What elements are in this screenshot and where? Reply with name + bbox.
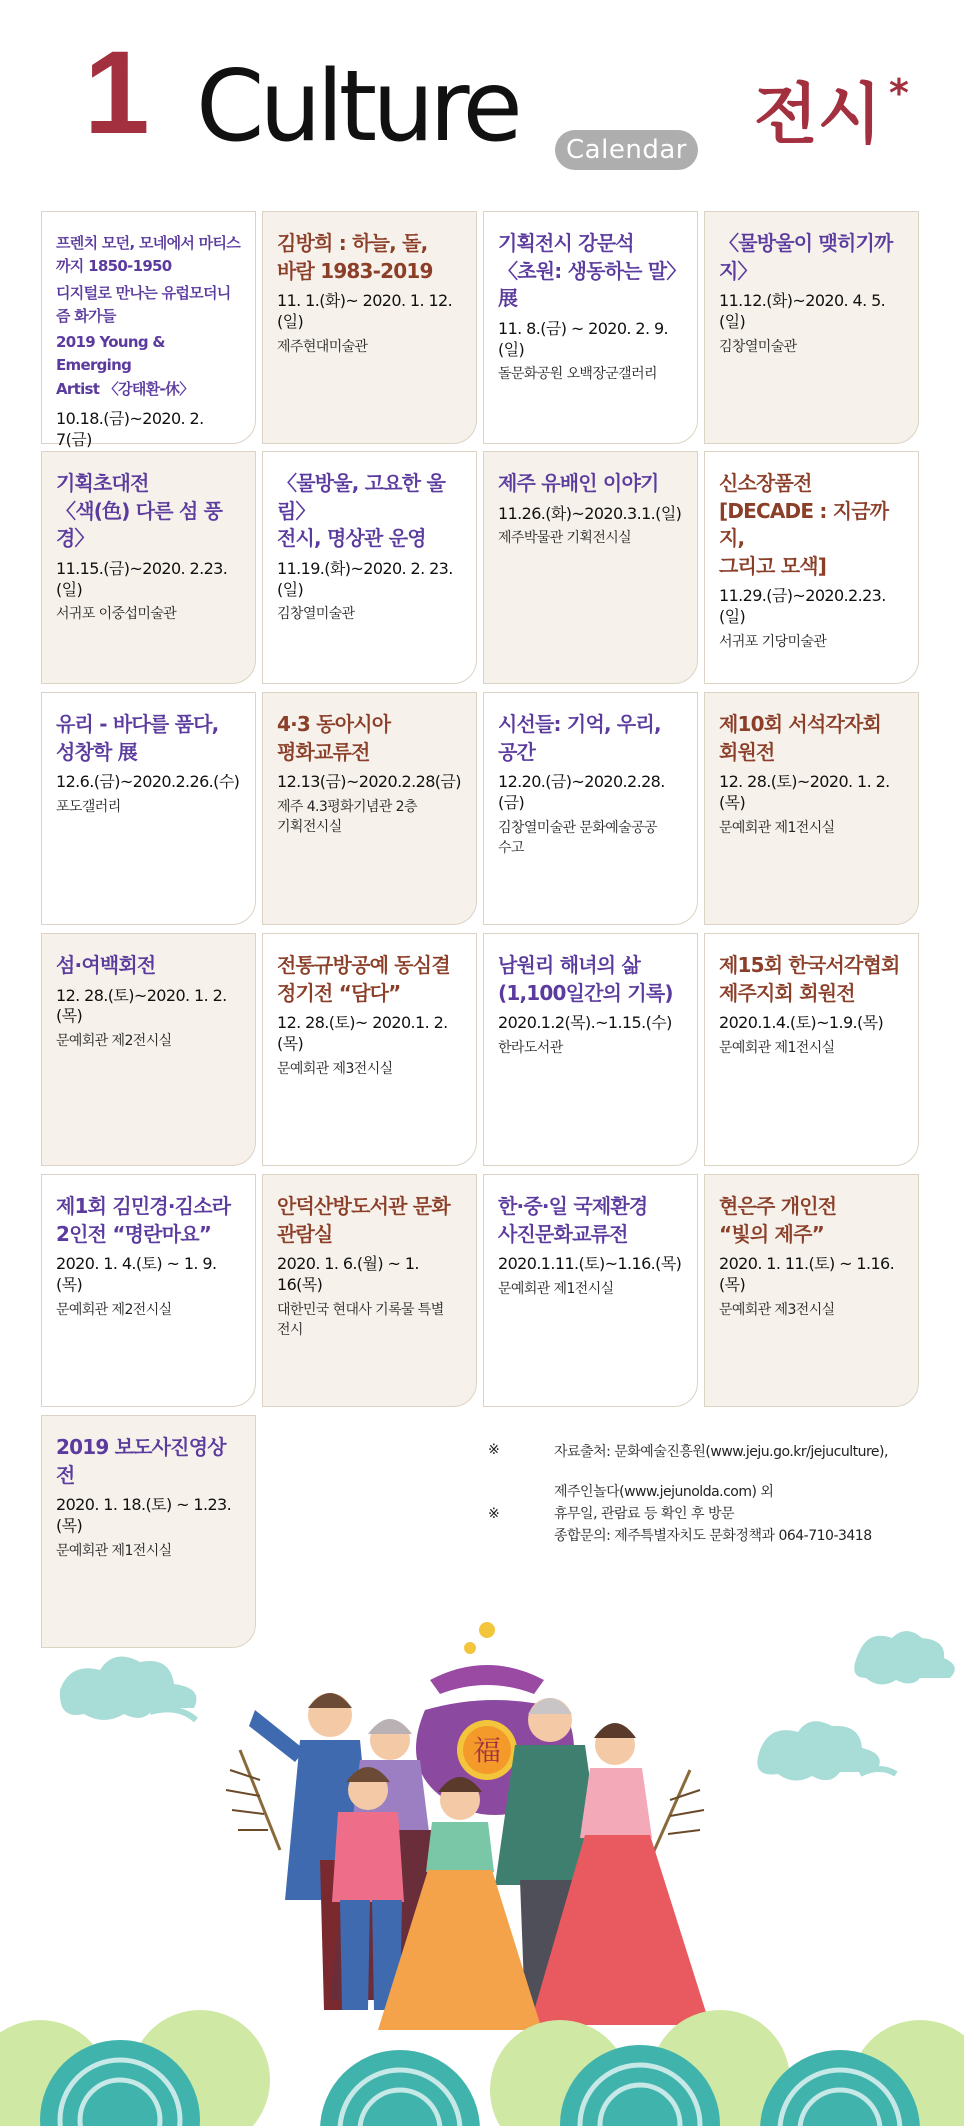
event-date: 11.19.(화)~2020. 2. 23.(일) <box>277 558 453 599</box>
visit-notice: 휴무일, 관람료 등 확인 후 방문 <box>554 1506 734 1522</box>
event-card <box>704 211 919 444</box>
event-date: 2020.1.2(목).~1.15.(수) <box>498 1013 672 1033</box>
event-card <box>41 1415 256 1648</box>
cloud-icon <box>60 1657 197 1720</box>
event-title: 제15회 한국서각협회 제주지회 회원전 <box>719 953 900 1005</box>
event-venue: 문예회관 제2전시실 <box>56 1301 172 1318</box>
event-title: 기획전시 강문석 〈초원: 생동하는 말〉展 <box>498 231 676 311</box>
event-date: 12. 28.(토)~ 2020.1. 2.(목) <box>277 1013 448 1053</box>
featured-title <box>56 331 241 401</box>
event-card <box>262 692 477 925</box>
event-venue: 문예회관 제3전시실 <box>277 1060 393 1077</box>
featured-title-line: 디지털로 만나는 유럽모더니 <box>56 283 231 302</box>
contact-info: 종합문의: 제주특별자치도 문화정책과 064-710-3418 <box>554 1528 872 1544</box>
event-title: 기획초대전 〈색(色) 다른 섬 풍경〉 <box>56 471 223 551</box>
cloud-icon <box>757 1721 896 1780</box>
section-number: 1 <box>84 27 150 159</box>
event-card <box>262 211 477 444</box>
exhibition-label: 전시 <box>754 76 882 153</box>
event-title: 김방희 : 하늘, 돌, 바람 1983-2019 <box>277 231 433 283</box>
event-date: 11. 1.(화)~ 2020. 1. 12.(일) <box>277 291 453 331</box>
note-mark: ※ <box>488 1506 500 1522</box>
event-date: 12.13(금)~2020.2.28(금) <box>277 772 461 792</box>
event-date: 12.6.(금)~2020.2.26.(수) <box>56 772 240 792</box>
event-venue: 한라도서관 <box>498 1039 563 1056</box>
event-title: 신소장품전 [DECADE : 지금까지, 그리고 모색] <box>719 471 889 578</box>
event-venue: 포도갤러리 <box>56 798 121 815</box>
event-venue: 제주 4.3평화기념관 2층 기획전시실 <box>277 798 417 836</box>
culture-title: Culture <box>196 50 518 164</box>
event-date: 2020.1.11.(토)~1.16.(목) <box>498 1254 682 1274</box>
event-venue: 문예회관 제3전시실 <box>719 1301 835 1318</box>
event-card <box>483 933 698 1166</box>
event-date: 12. 28.(토)~2020. 1. 2.(목) <box>719 772 890 812</box>
family-hanbok-illustration <box>0 1620 964 2126</box>
event-card <box>704 692 919 925</box>
event-venue: 대한민국 현대사 기록물 특별 전시 <box>277 1301 444 1339</box>
event-venue: 서귀포 이중섭미술관 <box>56 606 177 623</box>
event-date: 12. 28.(토)~2020. 1. 2.(목) <box>56 985 227 1026</box>
event-venue: 문예회관 제1전시실 <box>719 1039 835 1056</box>
cloud-icon <box>854 1631 955 1685</box>
event-title: 섬·여백회전 <box>56 953 156 977</box>
event-title: 제10회 서석각자회 회원전 <box>719 712 882 764</box>
event-title: 현은주 개인전 “빛의 제주” <box>719 1194 837 1246</box>
featured-title-line: 프렌치 모던, 모네에서 마티스 <box>56 234 241 252</box>
source-note: 자료출처: 문화예술진흥원(www.jeju.go.kr/jejuculture), <box>554 1444 888 1460</box>
event-date: 10.18.(금)~2020. 2. 7(금) <box>56 408 204 449</box>
event-date: 2020.1.4.(토)~1.9.(목) <box>719 1013 884 1033</box>
event-date: 11.29.(금)~2020.2.23.(일) <box>719 586 886 627</box>
event-title: 제주 유배인 이야기 <box>498 471 659 495</box>
event-date: 11.26.(화)~2020.3.1.(일) <box>498 503 682 523</box>
event-venue: 김창열미술관 <box>719 338 797 355</box>
event-date: 2020. 1. 4.(토) ~ 1. 9.(목) <box>56 1254 217 1294</box>
event-card <box>483 1174 698 1407</box>
event-card <box>262 451 477 684</box>
event-title: 남원리 해녀의 삶 (1,100일간의 기록) <box>498 953 673 1005</box>
event-date: 2020. 1. 6.(월) ~ 1. 16(목) <box>277 1254 419 1294</box>
event-title: 〈물방울이 맺히기까지〉 <box>719 231 893 283</box>
event-venue: 문예회관 제1전시실 <box>56 1542 172 1559</box>
featured-title-line: Artist 〈강태환-休〉 <box>56 379 194 398</box>
featured-title-line: 즘 화가들 <box>56 306 116 325</box>
event-venue: 김창열미술관 문화예술공공 수고 <box>498 819 657 857</box>
event-card <box>41 451 256 684</box>
event-title: 2019 보도사진영상전 <box>56 1435 226 1487</box>
event-title: 한·중·일 국제환경 사진문화교류전 <box>498 1194 648 1246</box>
event-venue: 김창열미술관 <box>277 606 355 623</box>
event-date: 2020. 1. 11.(토) ~ 1.16.(목) <box>719 1254 895 1294</box>
event-venue: 문예회관 제1전시실 <box>498 1280 614 1297</box>
event-date: 11. 8.(금) ~ 2020. 2. 9.(일) <box>498 318 669 359</box>
event-card <box>704 1174 919 1407</box>
event-card <box>704 933 919 1166</box>
event-venue: 제주현대미술관 <box>277 338 368 355</box>
event-card <box>483 692 698 925</box>
event-date: 12.20.(금)~2020.2.28.(금) <box>498 772 665 812</box>
featured-title-line: 까지 1850-1950 <box>56 257 172 276</box>
event-venue: 제주박물관 기획전시실 <box>498 530 632 547</box>
fortune-character: 福 <box>472 1734 502 1767</box>
event-card <box>41 692 256 925</box>
event-title: 제1회 김민경·김소라 2인전 “명란마요” <box>56 1194 231 1246</box>
event-card <box>262 933 477 1166</box>
event-title: 〈물방울, 고요한 울림〉 전시, 명상관 운영 <box>277 471 445 551</box>
event-title: 안덕산방도서관 문화 관람실 <box>277 1194 450 1246</box>
note-mark: ※ <box>488 1442 500 1458</box>
event-card <box>483 211 698 444</box>
event-venue: 돌문화공원 오백장군갤러리 <box>498 366 657 383</box>
event-title: 4·3 동아시아 평화교류전 <box>277 712 391 764</box>
event-title: 유리 - 바다를 품다, 성창학 展 <box>56 712 219 764</box>
featured-title <box>56 282 241 329</box>
event-date: 11.15.(금)~2020. 2.23.(일) <box>56 558 228 599</box>
event-title: 시선들: 기억, 우리, 공간 <box>498 712 661 764</box>
event-card <box>262 1174 477 1407</box>
event-venue: 서귀포 기당미술관 <box>719 633 827 650</box>
source-note-cont: 제주인놀다(www.jejunolda.com) 외 <box>554 1484 774 1500</box>
event-card <box>41 1174 256 1407</box>
calendar-badge: Calendar <box>555 130 698 170</box>
featured-title <box>56 232 241 279</box>
event-title: 전통규방공예 동심결 정기전 “담다” <box>277 953 450 1005</box>
asterisk-mark: * <box>889 71 909 115</box>
event-venue: 문예회관 제1전시실 <box>719 819 835 836</box>
event-card-featured <box>41 211 256 449</box>
event-date: 2020. 1. 18.(토) ~ 1.23.(목) <box>56 1495 232 1535</box>
event-date: 11.12.(화)~2020. 4. 5.(일) <box>719 291 886 331</box>
featured-title-line: 2019 Young & Emerging <box>56 333 165 375</box>
event-card <box>483 451 698 684</box>
event-card <box>41 933 256 1166</box>
event-card <box>704 451 919 684</box>
event-venue: 문예회관 제2전시실 <box>56 1033 172 1050</box>
